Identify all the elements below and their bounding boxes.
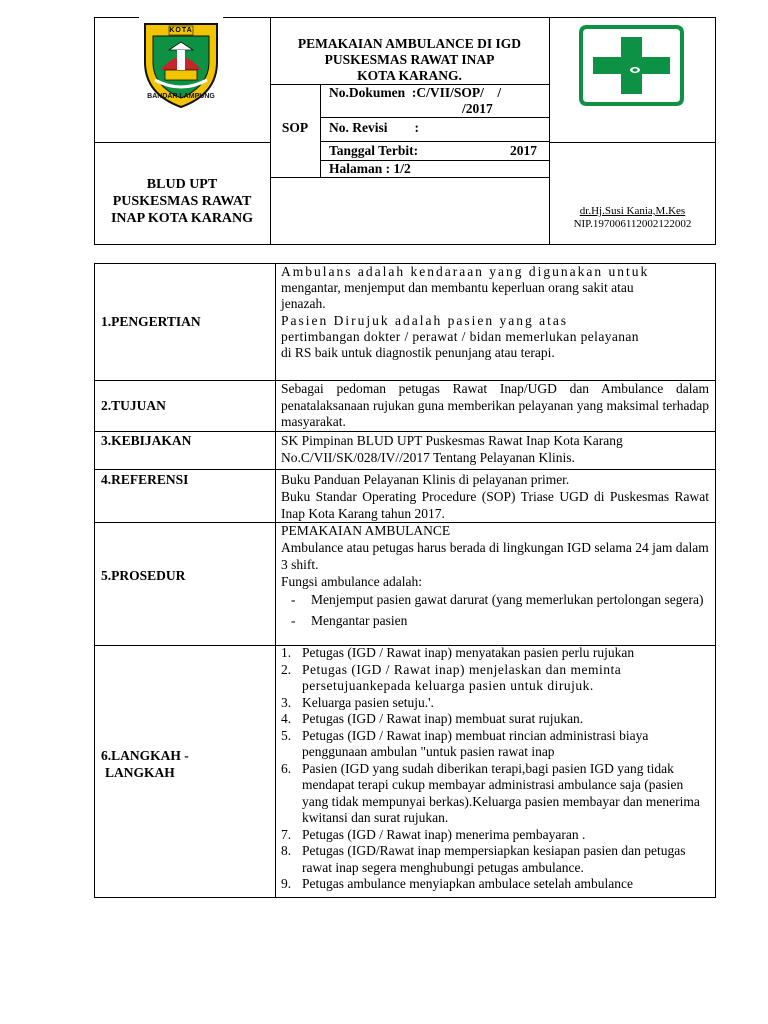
step-text: Petugas (IGD / Rawat inap) menerima pembayaran . <box>302 826 586 842</box>
langkah-steps <box>272 645 712 893</box>
org-name-line-1: BLUD UPT <box>146 177 218 192</box>
signer-nip: NIP.197006112002122002 <box>573 218 692 230</box>
halaman: Halaman : 1/2 <box>329 161 411 176</box>
org-name-line-3: INAP KOTA KARANG <box>110 211 254 226</box>
step-number: 8. <box>281 843 292 858</box>
pengertian-line-2: mengantar, menjemput dan membantu keperluan orang sakit atau <box>281 280 634 295</box>
kebijakan-line-1: SK Pimpinan BLUD UPT Puskesmas Rawat Inap Kota Karang <box>281 433 623 448</box>
no-dokumen: No.Dokumen :C/VII/SOP/ / <box>329 85 502 100</box>
list-item <box>272 728 712 761</box>
doc-title-line-2: PUSKESMAS RAWAT INAP <box>324 52 495 67</box>
step-text: Petugas (IGD/Rawat inap mempersiapkan kesiapan pasien dan petugas rawat inap segera menghubungi petugas ambulance. <box>302 843 686 875</box>
step-number: 5. <box>281 727 292 743</box>
prosedur-text-2: Fungsi ambulance adalah: <box>281 574 422 589</box>
referensi-line-2: Buku Standar Operating Procedure (SOP) Triase UGD di Puskesmas Rawat Inap Kota Karang tahun 2017. <box>281 489 709 521</box>
logo-bottom-text: BANDAR LAMPUNG <box>147 93 215 100</box>
list-item <box>272 843 712 876</box>
tanggal-terbit-value: 2017 <box>510 143 537 158</box>
step-number: 3. <box>281 694 292 710</box>
list-item <box>281 613 711 630</box>
org-name-line-2: PUSKESMAS RAWAT <box>112 194 252 209</box>
pengertian-line-5: pertimbangan dokter / perawat / bidan memerlukan pelayanan <box>281 329 639 344</box>
header-vline-3 <box>320 84 321 177</box>
no-dokumen-year: /2017 <box>462 101 493 116</box>
step-number: 6. <box>281 760 292 776</box>
kebijakan-line-2: No.C/VII/SK/028/IV//2017 Tentang Pelayanan Klinis. <box>281 450 575 465</box>
list-item <box>272 645 712 662</box>
step-text: Petugas ambulance menyiapkan ambulace setelah ambulance <box>302 876 633 891</box>
header-hline-right <box>549 142 716 143</box>
doc-title-line-3: KOTA KARANG. <box>357 68 462 83</box>
list-item <box>272 711 712 728</box>
puskesmas-cross-icon <box>577 23 686 108</box>
header-hline-3 <box>320 141 549 142</box>
prosedur-heading: PEMAKAIAN AMBULANCE <box>281 523 451 538</box>
list-item <box>272 761 712 827</box>
tanggal-terbit-label: Tanggal Terbit: <box>329 143 419 158</box>
step-text: Petugas (IGD / Rawat inap) membuat surat rujukan. <box>302 711 584 726</box>
label-kebijakan: 3.KEBIJAKAN <box>101 433 192 448</box>
pengertian-line-4: Pasien Dirujuk adalah pasien yang atas <box>281 313 569 328</box>
list-item <box>272 695 712 712</box>
bullet-mark: - <box>291 592 296 607</box>
no-revisi: No. Revisi : <box>329 120 419 135</box>
step-number: 7. <box>281 826 292 842</box>
doc-title-line-1: PEMAKAIAN AMBULANCE DI IGD <box>297 36 522 51</box>
bullet-text: Menjemput pasien gawat darurat (yang memerlukan pertolongan segera) <box>311 592 704 607</box>
label-tujuan: 2.TUJUAN <box>101 398 166 413</box>
step-number: 2. <box>281 661 292 677</box>
step-text: Petugas (IGD / Rawat inap) menyatakan pasien perlu rujukan <box>302 645 635 660</box>
prosedur-bullets <box>281 592 711 629</box>
label-langkah-2: LANGKAH <box>105 765 175 780</box>
signer-name: dr.Hj.Susi Kania,M.Kes <box>579 205 686 217</box>
step-text: Petugas (IGD / Rawat inap) menjelaskan dan meminta persetujuankepada keluarga pasien untuk dirujuk. <box>302 661 622 693</box>
header-hline-2 <box>320 117 549 118</box>
pengertian-line-6: di RS baik untuk diagnostik penunjang atau terapi. <box>281 345 555 360</box>
list-item <box>281 592 711 609</box>
step-text: Pasien (IGD yang sudah diberikan terapi,bagi pasien IGD yang tidak mendapat terapi cukup membayar administrasi ambulance saja (pasien yang tidak mempunyai berkas).Keluarga pasien membayar dan menerima kwitansi dan surat rujukan. <box>302 760 700 825</box>
list-item <box>272 827 712 844</box>
label-pengertian: 1.PENGERTIAN <box>101 314 201 329</box>
bullet-mark: - <box>291 612 296 628</box>
pengertian-line-3: jenazah. <box>281 296 326 311</box>
row-divider-2 <box>94 431 716 432</box>
row-divider-3 <box>94 469 716 470</box>
pengertian-line-1: Ambulans adalah kendaraan yang digunakan untuk <box>281 264 650 279</box>
city-logo <box>139 14 223 110</box>
step-text: Petugas (IGD / Rawat inap) membuat rincian administrasi biaya penggunaan ambulan "untuk pasien rawat inap <box>302 727 649 759</box>
prosedur-text-1: Ambulance atau petugas harus berada di lingkungan IGD selama 24 jam dalam 3 shift. <box>281 540 709 572</box>
step-number: 9. <box>281 876 292 891</box>
header-hline-left <box>94 142 270 143</box>
label-referensi: 4.REFERENSI <box>101 472 189 487</box>
list-item <box>272 662 712 695</box>
referensi-line-1: Buku Panduan Pelayanan Klinis di pelayanan primer. <box>281 472 570 487</box>
puskesmas-logo <box>577 23 686 108</box>
bullet-text: Mengantar pasien <box>311 612 408 628</box>
step-number: 4. <box>281 711 292 726</box>
list-item <box>272 876 712 893</box>
step-text: Keluarga pasien setuju.'. <box>302 694 434 710</box>
label-prosedur: 5.PROSEDUR <box>101 568 186 583</box>
logo-top-text: KOTA <box>169 27 193 34</box>
step-number: 1. <box>281 645 292 660</box>
sop-label: SOP <box>281 120 309 135</box>
label-langkah-1: 6.LANGKAH - <box>101 748 189 763</box>
tujuan-text: Sebagai pedoman petugas Rawat Inap/UGD dan Ambulance dalam penatalaksanaan rujukan guna memberikan pelayanan yang maksimal terhadap masyarakat. <box>281 381 709 429</box>
